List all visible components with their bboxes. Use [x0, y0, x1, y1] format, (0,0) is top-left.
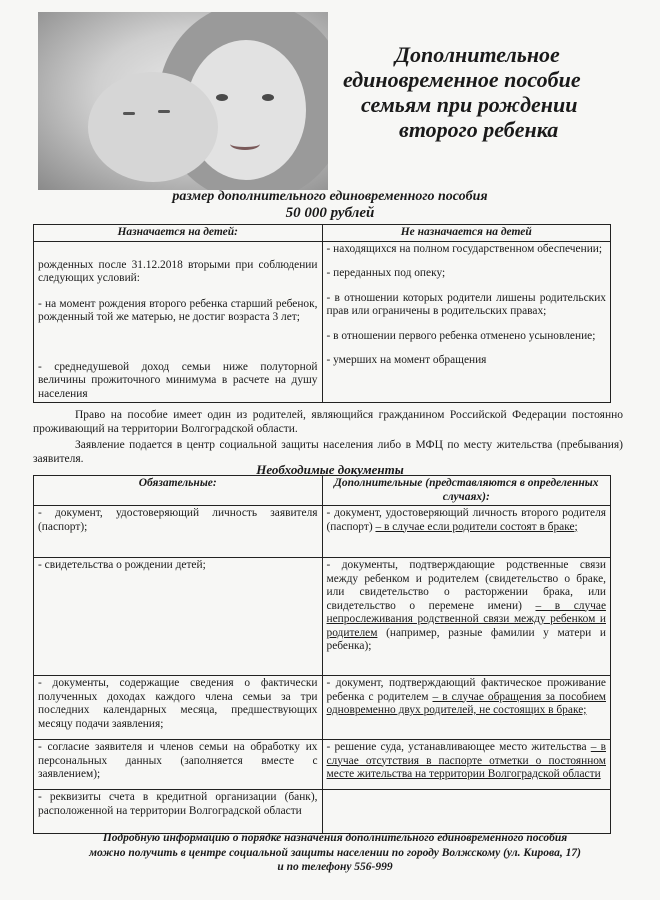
optional-doc-empty [322, 790, 611, 834]
optional-doc: - документ, подтверждающий фактическое проживание ребенка с родителем – в случае обращения за пособием одновременно двух родителей, не состоящих в браке; [322, 676, 611, 740]
documents-heading: Необходимые документы [256, 462, 404, 477]
leaflet-title: Дополнительное единовременное пособие семьям при рождении второго ребенка [343, 42, 581, 142]
amount-value: 50 000 рублей [285, 205, 375, 221]
optional-doc: - решение суда, устанавливающее место жительства – в случае отсутствия в паспорте отметки о постоянном месте жительства на территории Волгоградской области [322, 740, 611, 790]
documents-table [33, 475, 611, 834]
required-header: Обязательные: [34, 476, 323, 506]
assignment-table [33, 224, 611, 403]
optional-doc: - документы, подтверждающие родственные связи между ребенком и родителем (свидетельство о браке, или свидетельство о расторжении брака, или свидетельство о перемене имени) – в случае непрослеживания родственной связи между ребенком и родителем (например, разные фамилии у матери и ребенка); [322, 558, 611, 676]
not-assigned-item: - в отношении которых родители лишены родительских прав или ограничены в родительских правах; [326, 291, 606, 317]
assigned-cell [34, 241, 323, 403]
amount-caption: размер дополнительного единовременного пособия [172, 189, 488, 204]
required-doc: - документы, содержащие сведения о фактически полученных доходах каждого члена семьи за три последних календарных месяца, предшествующих месяцу подачи заявления; [34, 676, 323, 740]
footer-info: Подробную информацию о порядке назначения дополнительного единовременного пособия можно получить в центре социальной защиты населении по городу Волжскому (ул. Кирова, 17) и по телефону 556-999 [89, 832, 581, 873]
required-doc: - реквизиты счета в кредитной организации (банк), расположенной на территории Волгоградской области [34, 790, 323, 834]
not-assigned-item: - в отношении первого ребенка отменено усыновление; [326, 329, 596, 342]
children-photo [38, 12, 328, 190]
required-doc: - свидетельства о рождении детей; [34, 558, 323, 676]
assigned-item: - среднедушевой доход семьи ниже полуторной величины прожиточного минимума в расчете на душу населения [38, 360, 318, 400]
not-assigned-header: Не назначается на детей [322, 225, 611, 242]
not-assigned-item: - переданных под опеку; [326, 267, 446, 279]
eligibility-paragraph: Право на пособие имеет один из родителей, являющийся гражданином Российской Федерации постоянно проживающий на территории Волгоградской области. [33, 409, 623, 435]
not-assigned-cell [322, 241, 611, 403]
assigned-header: Назначается на детей: [34, 225, 323, 242]
assigned-item: рожденных после 31.12.2018 вторыми при соблюдении следующих условий: [38, 258, 318, 284]
not-assigned-item: - находящихся на полном государственном обеспечении; [326, 242, 603, 255]
not-assigned-item: - умерших на момент обращения [326, 354, 487, 366]
application-paragraph: Заявление подается в центр социальной защиты населения либо в МФЦ по месту жительства (пребывания) заявителя. [33, 439, 623, 465]
required-doc: - согласие заявителя и членов семьи на обработку их персональных данных (заполняется вместе с заявлением); [34, 740, 323, 790]
assigned-item: - на момент рождения второго ребенка старший ребенок, рожденный той же матерью, не достиг возраста 3 лет; [38, 297, 318, 323]
optional-header: Дополнительные (представляются в определенных случаях): [322, 476, 611, 506]
required-doc: - документ, удостоверяющий личность заявителя (паспорт); [34, 506, 323, 558]
optional-doc: - документ, удостоверяющий личность второго родителя (паспорт) – в случае если родители состоят в браке; [322, 506, 611, 558]
